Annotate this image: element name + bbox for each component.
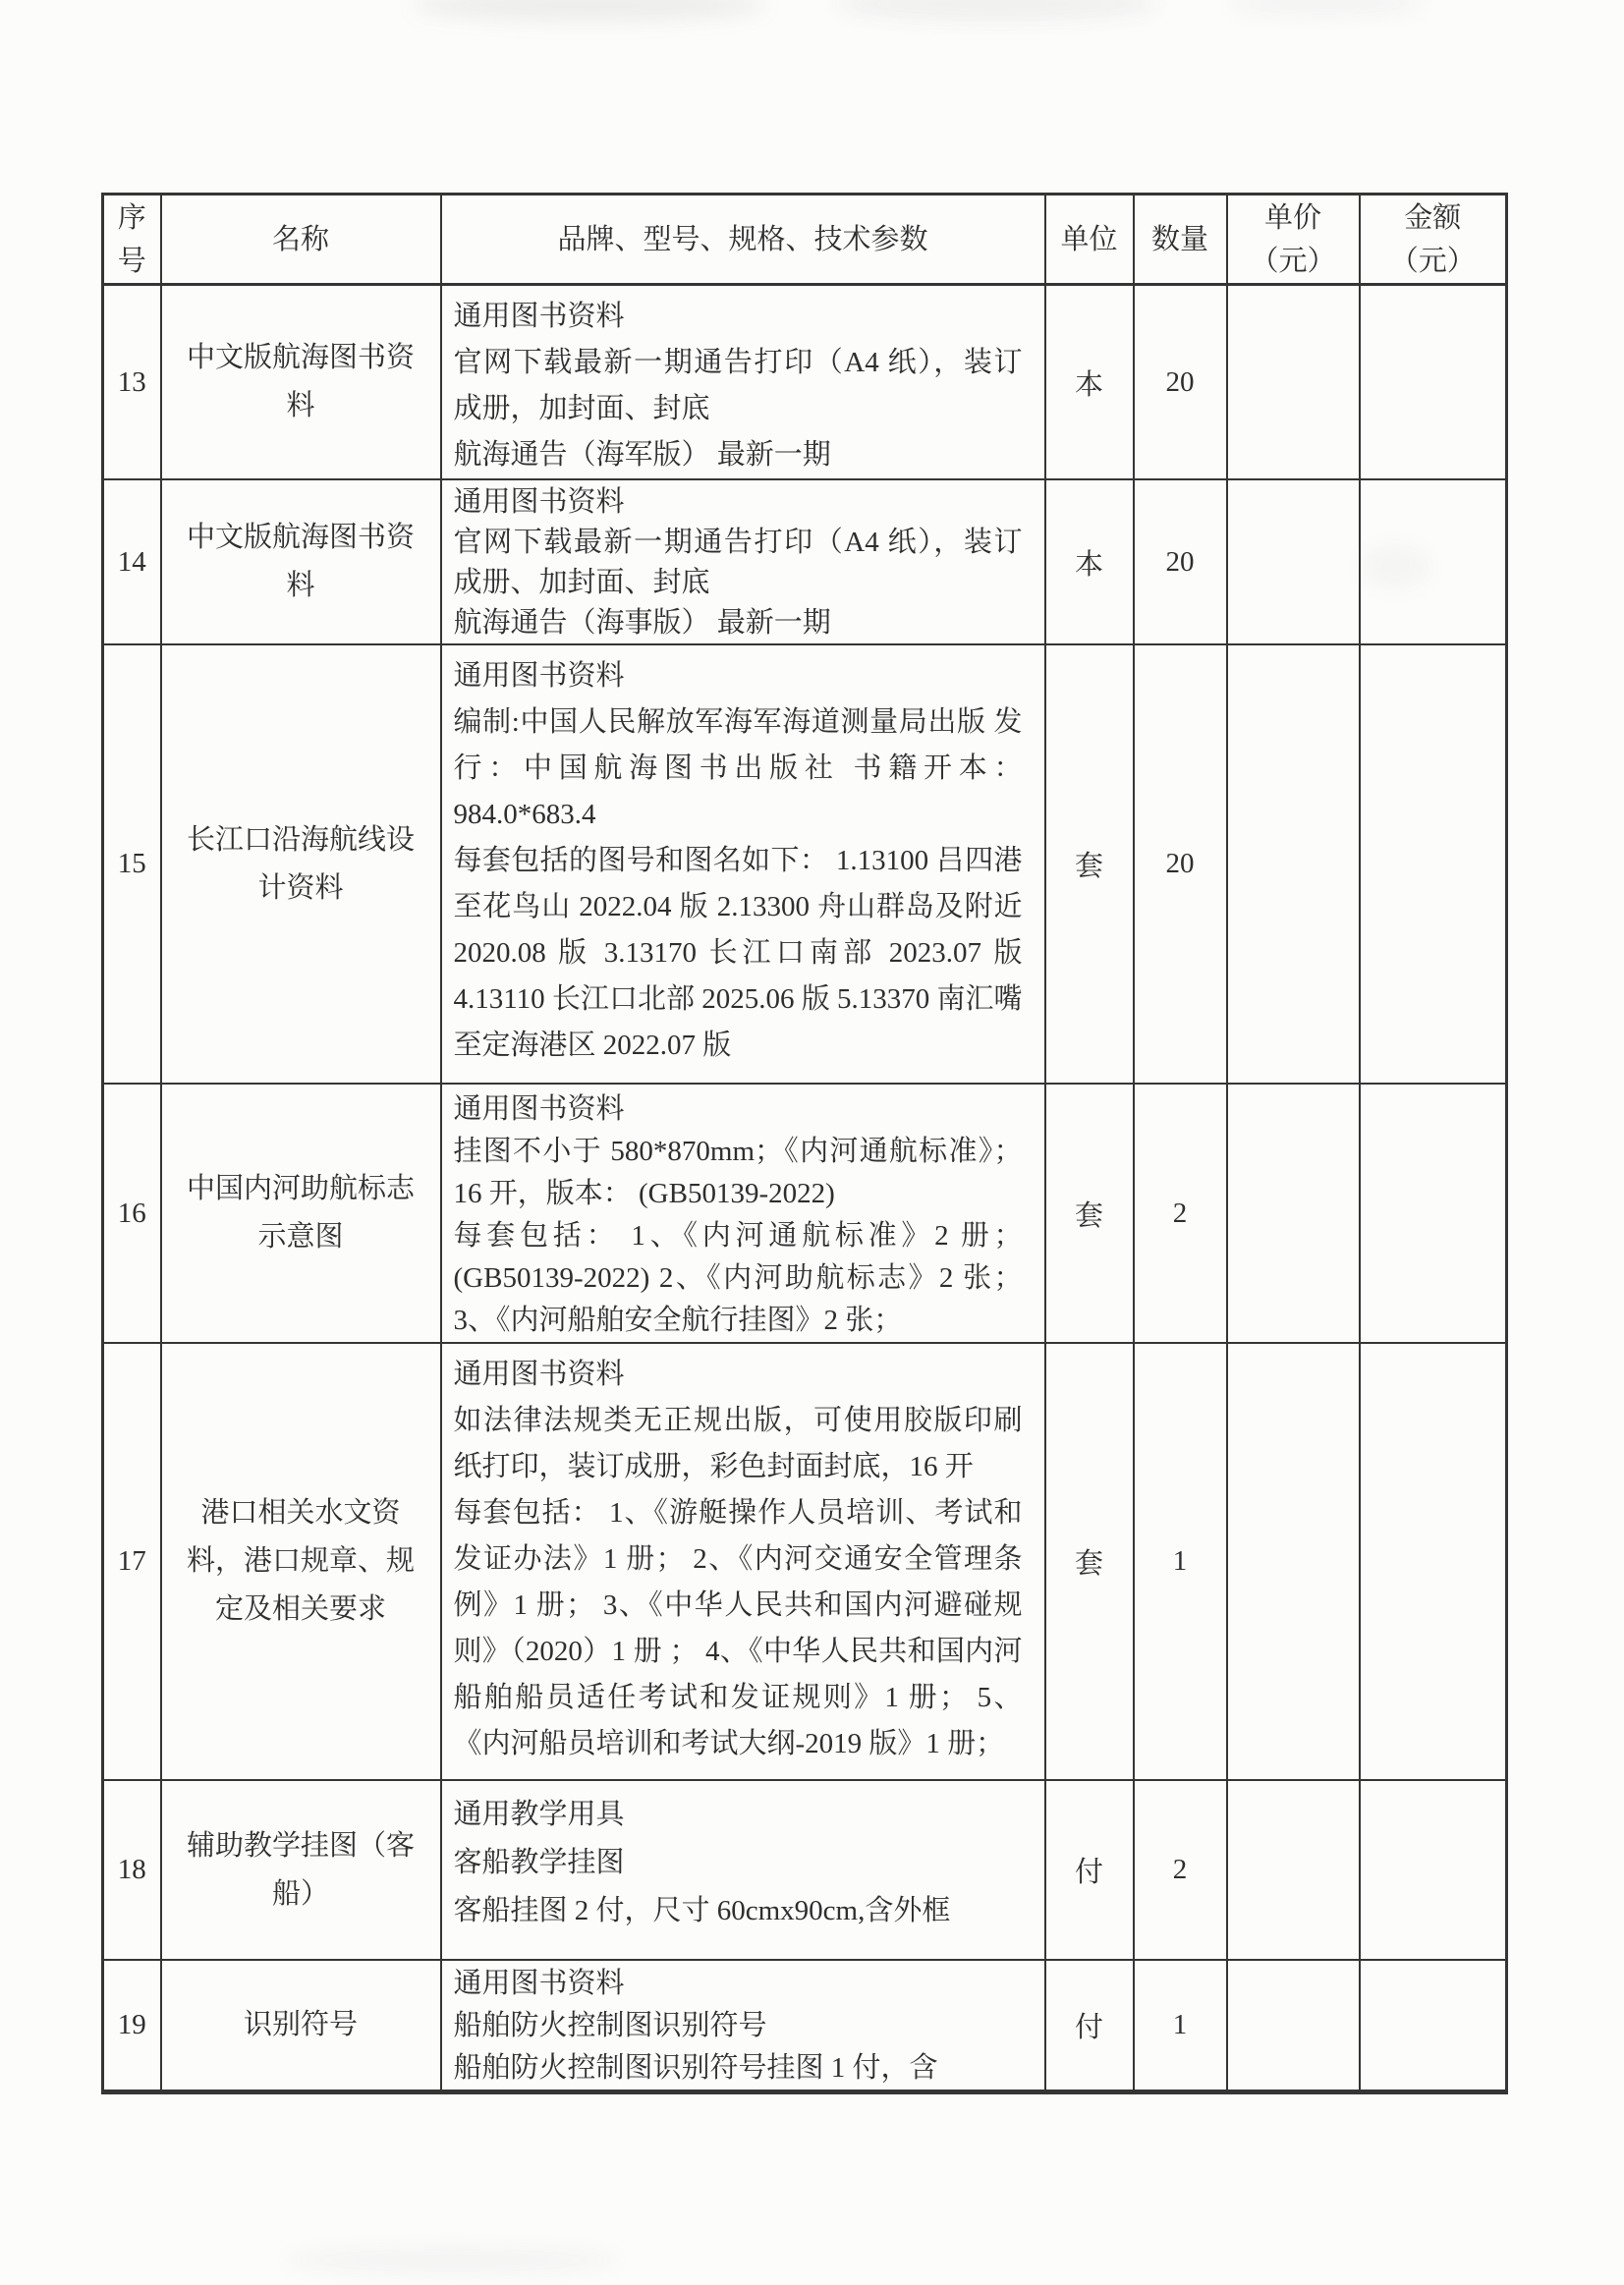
table-row [103, 479, 1507, 644]
col-header-unit: 单位 [1045, 195, 1134, 285]
specs-cell [441, 1343, 1045, 1780]
amount-cell [1360, 1343, 1507, 1780]
amount-cell [1360, 285, 1507, 480]
serial-cell: 13 [103, 285, 161, 480]
qty-cell: 1 [1134, 1960, 1227, 2092]
scan-smudge [285, 2248, 619, 2273]
scan-smudge [835, 0, 1159, 22]
qty-cell: 20 [1134, 644, 1227, 1084]
spec-line: 航海通告（海军版） 最新一期 [453, 439, 831, 471]
spec-line: 船舶防火控制图识别符号 [453, 2010, 767, 2041]
unit-price-cell [1227, 1960, 1360, 2092]
serial-cell: 18 [103, 1780, 161, 1960]
procurement-items-table [101, 193, 1508, 2094]
unit-cell: 付 [1045, 1960, 1134, 2092]
amount-cell [1360, 479, 1507, 644]
qty-cell: 1 [1134, 1343, 1227, 1780]
table-row [103, 1780, 1507, 1960]
amount-cell [1360, 1780, 1507, 1960]
name-cell: 中文版航海图书资料 [161, 285, 441, 480]
col-header-name: 名称 [161, 195, 441, 285]
unit-price-cell [1227, 479, 1360, 644]
col-header-amount-line2: （元） [1389, 245, 1476, 277]
spec-line: 通用图书资料 [453, 1968, 625, 1999]
name-cell: 中文版航海图书资料 [161, 479, 441, 644]
col-header-no [103, 195, 161, 285]
specs-cell [441, 644, 1045, 1084]
amount-cell [1360, 1960, 1507, 2092]
spec-line: 每套包括： 1、《游艇操作人员培训、考试和发证办法》1 册； 2、《内河交通安全管理条例》1 册； 3、《中华人民共和国内河避碰规则》（2020）1 册 ； 4、《中华人民共和国内河船舶船员适任考试和发证规则》1 册； 5、《内河船员培训和考试大纲-2019 版》1 册； [453, 1497, 1023, 1759]
table-row [103, 1343, 1507, 1780]
serial-cell: 16 [103, 1084, 161, 1343]
spec-line: 通用图书资料 [453, 660, 625, 692]
unit-cell: 本 [1045, 479, 1134, 644]
amount-cell [1360, 644, 1507, 1084]
unit-price-cell [1227, 1084, 1360, 1343]
scan-smudge [413, 0, 766, 22]
unit-cell: 付 [1045, 1780, 1134, 1960]
specs-cell [441, 479, 1045, 644]
amount-cell [1360, 1084, 1507, 1343]
col-header-no-line1: 序 [117, 201, 146, 234]
spec-line: 通用教学用具 [453, 1799, 625, 1830]
col-header-unit-price [1227, 195, 1360, 285]
spec-line: 通用图书资料 [453, 1359, 625, 1390]
col-header-specs: 品牌、型号、规格、技术参数 [441, 195, 1045, 285]
spec-line: 每套包括： 1、《内河通航标准》2 册；(GB50139-2022) 2、《内河助航标志》2 张；3、《内河船舶安全航行挂图》2 张； [453, 1220, 1023, 1336]
specs-cell [441, 1780, 1045, 1960]
unit-cell: 套 [1045, 644, 1134, 1084]
specs-cell [441, 1960, 1045, 2092]
serial-cell: 19 [103, 1960, 161, 2092]
spec-line: 通用图书资料 [453, 1093, 625, 1125]
table-header-row [103, 195, 1507, 285]
name-cell: 长江口沿海航线设计资料 [161, 644, 441, 1084]
spec-line: 客船教学挂图 [453, 1847, 625, 1878]
serial-cell: 15 [103, 644, 161, 1084]
qty-cell: 20 [1134, 285, 1227, 480]
unit-cell: 套 [1045, 1084, 1134, 1343]
spec-line: 航海通告（海事版） 最新一期 [453, 607, 831, 639]
unit-cell: 本 [1045, 285, 1134, 480]
scan-smudge [1228, 0, 1425, 16]
table-row [103, 1084, 1507, 1343]
specs-cell [441, 1084, 1045, 1343]
spec-line: 挂图不小于 580*870mm；《内河通航标准》；16 开，版本： (GB50139-2022) [453, 1136, 1023, 1209]
name-cell: 中国内河助航标志示意图 [161, 1084, 441, 1343]
spec-line: 官网下载最新一期通告打印（A4 纸），装订成册、加封面、封底 [453, 527, 1023, 598]
spec-line: 船舶防火控制图识别符号挂图 1 付，含 [453, 2052, 938, 2084]
spec-line: 官网下载最新一期通告打印（A4 纸），装订成册，加封面、封底 [453, 347, 1023, 424]
unit-price-cell [1227, 1780, 1360, 1960]
qty-cell: 20 [1134, 479, 1227, 644]
unit-price-cell [1227, 1343, 1360, 1780]
serial-cell: 14 [103, 479, 161, 644]
col-header-amount-line1: 金额 [1404, 201, 1462, 234]
name-cell: 港口相关水文资料，港口规章、规定及相关要求 [161, 1343, 441, 1780]
col-header-unit-price-line1: 单价 [1263, 201, 1321, 234]
table-row [103, 285, 1507, 480]
spec-line: 编制:中国人民解放军海军海道测量局出版 发行：中国航海图书出版社 书籍开本：984.0*683.4 [453, 706, 1023, 830]
spec-line: 通用图书资料 [453, 301, 625, 332]
qty-cell: 2 [1134, 1084, 1227, 1343]
serial-cell: 17 [103, 1343, 161, 1780]
spec-line: 如法律法规类无正规出版，可使用胶版印刷纸打印，装订成册，彩色封面封底，16 开 [453, 1405, 1023, 1482]
name-cell: 辅助教学挂图（客船） [161, 1780, 441, 1960]
specs-cell [441, 285, 1045, 480]
spec-line: 每套包括的图号和图名如下： 1.13100 吕四港至花鸟山 2022.04 版 2.13300 舟山群岛及附近 2020.08 版 3.13170 长江口南部 2023.07 版 4.13110 长江口北部 2025.06 版 5.13370 南汇嘴至定海港区 2022.07 版 [453, 845, 1023, 1061]
unit-price-cell [1227, 285, 1360, 480]
col-header-qty: 数量 [1134, 195, 1227, 285]
col-header-unit-price-line2: （元） [1250, 245, 1336, 277]
unit-price-cell [1227, 644, 1360, 1084]
table-row [103, 1960, 1507, 2092]
name-cell: 识别符号 [161, 1960, 441, 2092]
qty-cell: 2 [1134, 1780, 1227, 1960]
col-header-amount [1360, 195, 1507, 285]
table-row [103, 644, 1507, 1084]
spec-line: 客船挂图 2 付，尺寸 60cmx90cm,含外框 [453, 1895, 951, 1926]
col-header-no-line2: 号 [117, 245, 146, 277]
unit-cell: 套 [1045, 1343, 1134, 1780]
spec-line: 通用图书资料 [453, 486, 625, 518]
